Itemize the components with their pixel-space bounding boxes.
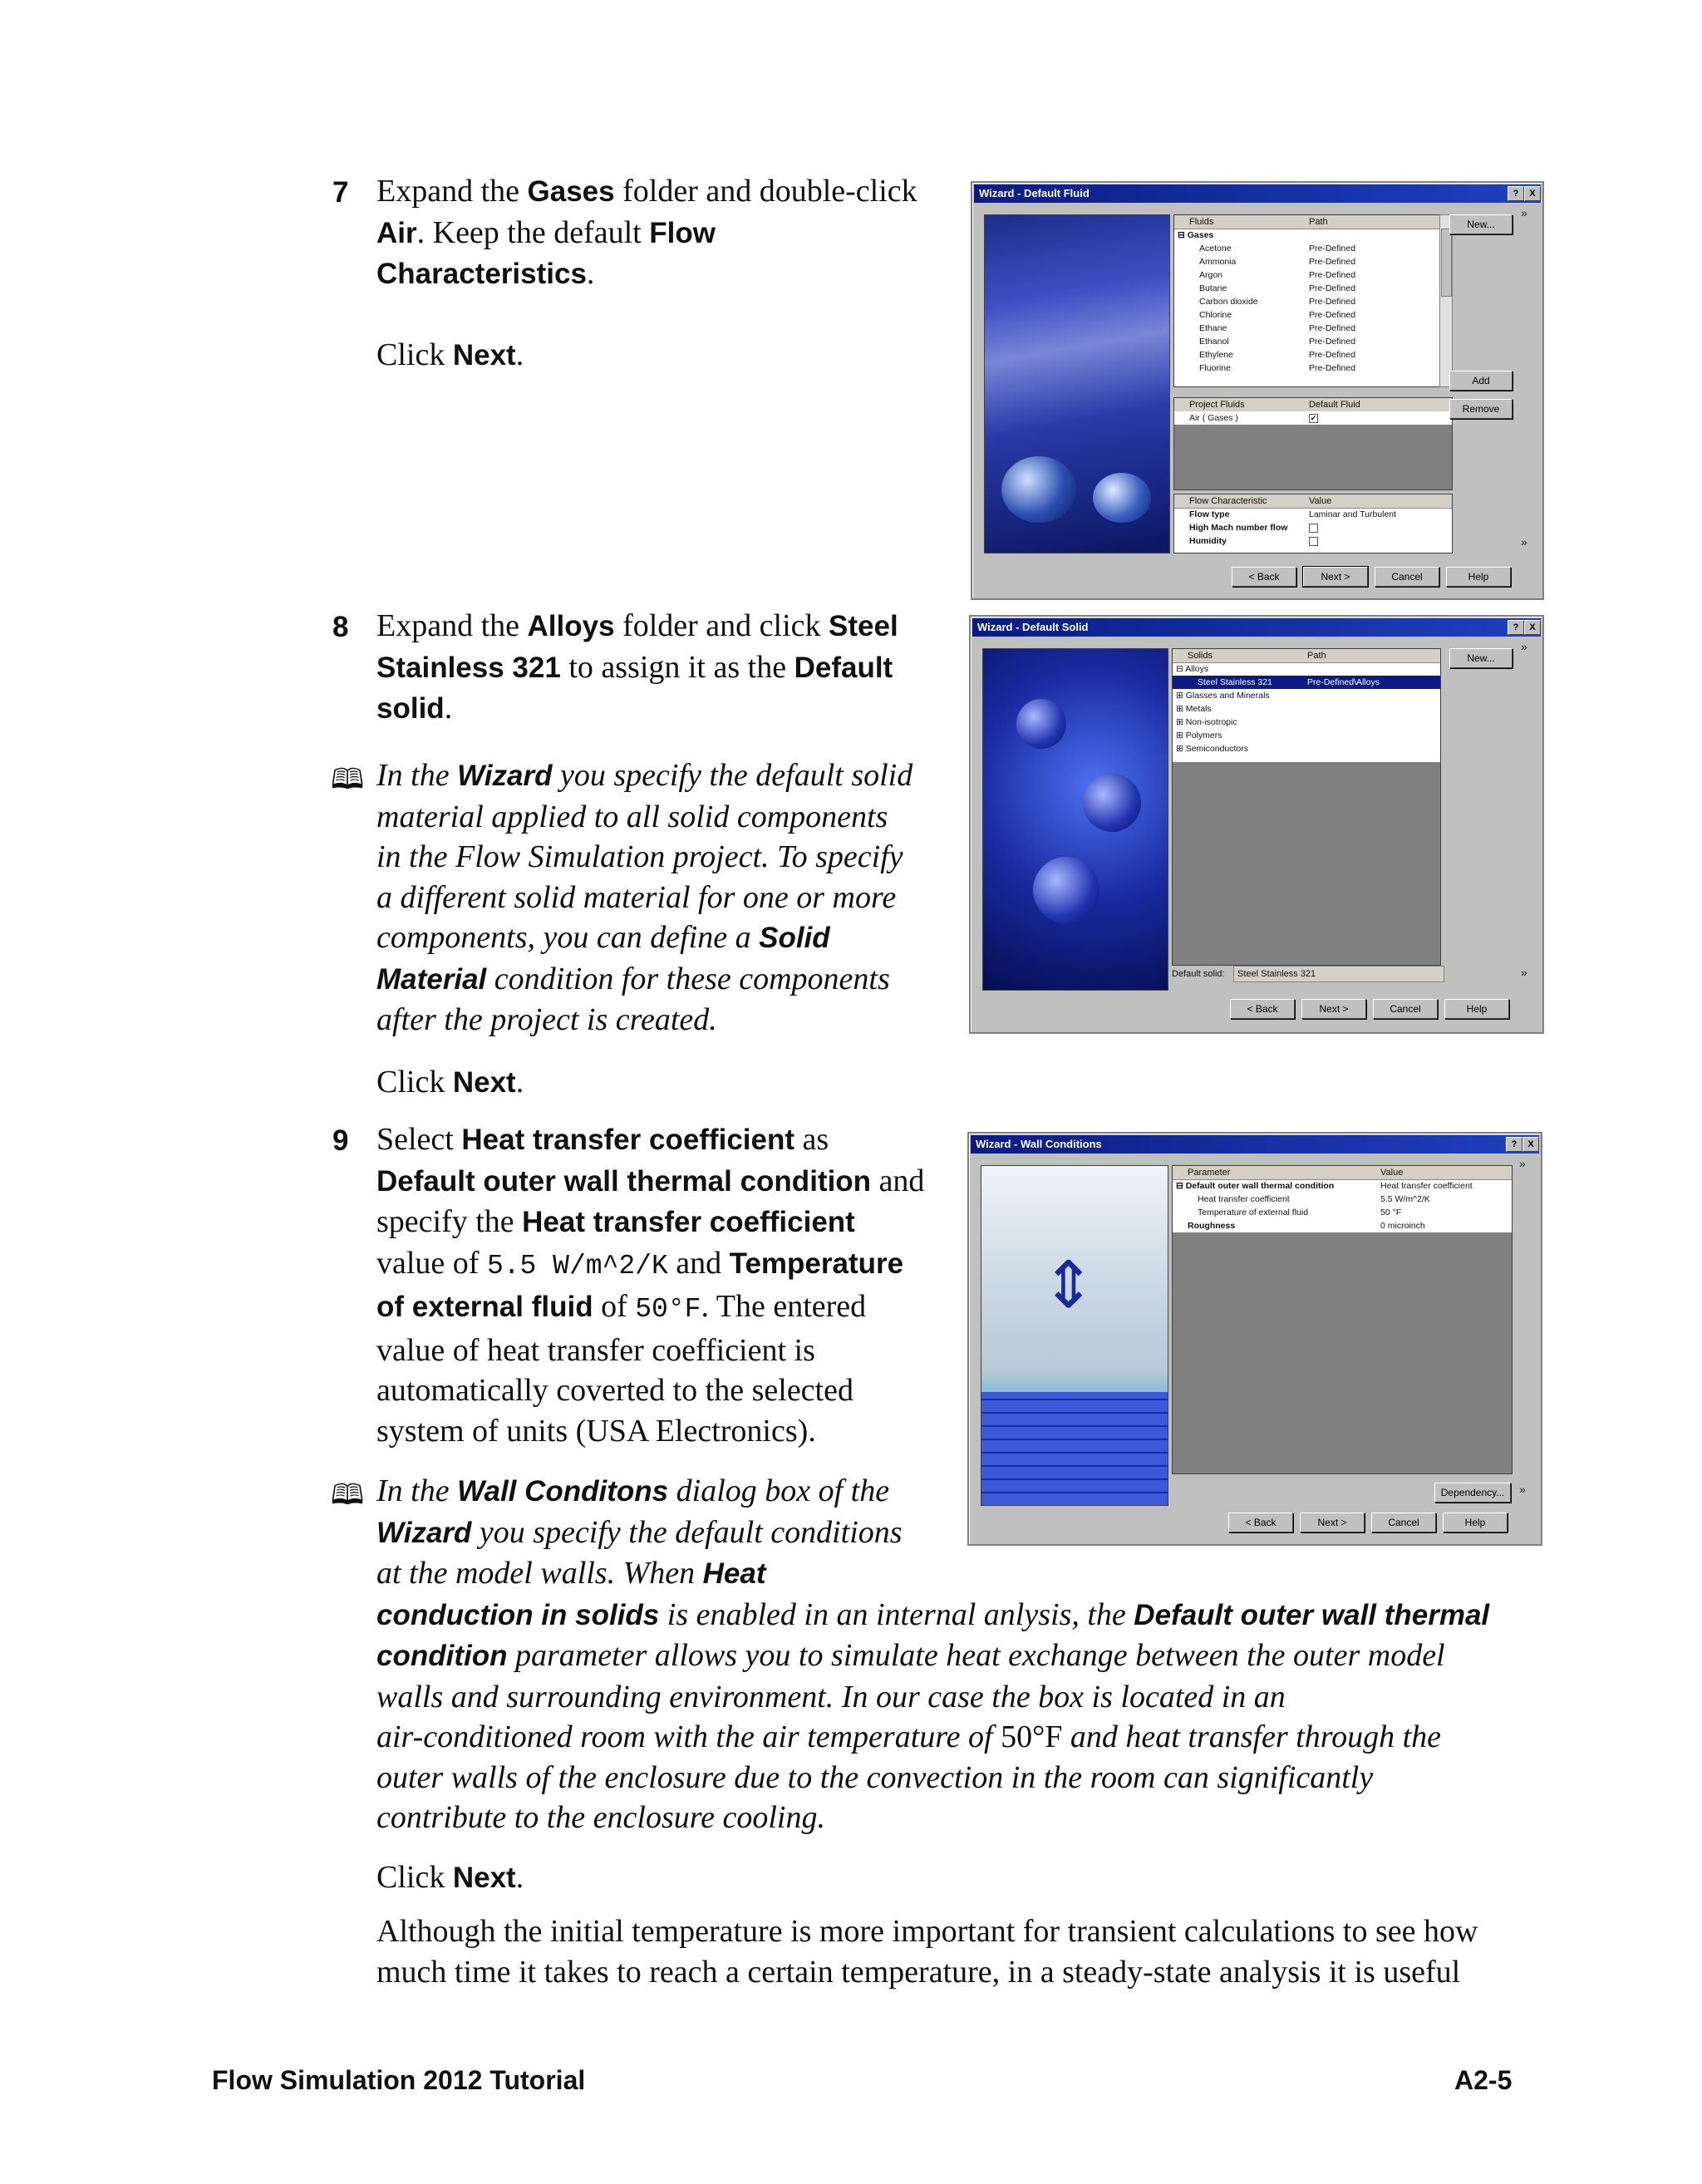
back-button[interactable]: < Back [1230, 999, 1295, 1019]
step7-text: Expand the Gases folder and double-click Air. Keep the default Flow Characteristics. Click Next. [376, 174, 917, 372]
solid-folder-label: Polymers [1185, 730, 1222, 740]
step9-text: Select Heat transfer coefficient as Default outer wall thermal condition and specify the Heat transfer coefficient value of 5.5 W/m^2/K and Temperature of external fluid of 50°F. The entered value of heat transfer coefficient is automatically coverted to the selected system of units (USA Electronics). [376, 1122, 925, 1449]
fluid-path: Pre-Defined [1309, 270, 1356, 280]
fluids-scrollbar[interactable] [1439, 214, 1453, 387]
scrollbar-thumb[interactable] [1441, 229, 1452, 297]
solid-folder-label: Metals [1185, 704, 1212, 714]
fluid-name: Chlorine [1199, 310, 1232, 320]
gases-folder[interactable]: ⊟ Gases [1178, 230, 1214, 240]
help-button[interactable]: ? [1508, 186, 1524, 201]
note-wall-conditions: In the Wall Conditons dialog box of the Wizard you specify the default conditions at the model walls. When Heat conduction in solids is enabled in an internal anlysis, the Default outer wall thermal condition parameter allows you to simulate heat exchange between the outer model walls and surrounding environment. In our case the box is located in an air-conditioned room with the air temperature of 50°F and heat transfer through the outer walls of the enclosure due to the convection in the room can significantly contribute to the enclosure cooling. [376, 1473, 1490, 1835]
solid-folder-label: Semiconductors [1185, 744, 1249, 754]
column-default-fluid: Default Fluid [1309, 400, 1360, 410]
chevron-right-icon[interactable]: » [1519, 1483, 1526, 1496]
external-fluid-temperature-label: Temperature of external fluid [1198, 1208, 1309, 1217]
chevron-right-icon[interactable]: » [1521, 206, 1527, 219]
remove-button[interactable]: Remove [1449, 399, 1513, 419]
dialog-title: Wizard - Wall Conditions [971, 1135, 1539, 1153]
book-icon: 🕮 [331, 1480, 365, 1511]
fluids-list[interactable] [1173, 214, 1441, 387]
expand-icon[interactable]: ⊞ [1176, 704, 1186, 714]
fluid-name: Argon [1199, 270, 1223, 280]
help-dialog-button[interactable]: Help [1444, 999, 1509, 1019]
fluid-path: Pre-Defined [1309, 310, 1356, 320]
new-button[interactable]: New... [1449, 648, 1513, 668]
new-button[interactable]: New... [1449, 214, 1513, 234]
solids-list-header [1173, 649, 1440, 663]
chevron-right-icon[interactable]: » [1521, 640, 1527, 653]
fluid-name: Acetone [1199, 243, 1232, 253]
solids-list[interactable] [1172, 648, 1441, 966]
flow-type-label: Flow type [1189, 509, 1230, 519]
fluid-row[interactable] [1174, 282, 1440, 295]
dependency-button[interactable]: Dependency... [1434, 1483, 1511, 1503]
close-button[interactable]: X [1524, 186, 1541, 201]
column-parameter: Parameter [1188, 1168, 1231, 1178]
help-dialog-button[interactable]: Help [1443, 1513, 1508, 1532]
fluid-name: Butane [1199, 283, 1227, 293]
paragraph-initial-temperature: Although the initial temperature is more important for transient calculations to see how much time it takes to reach a certain temperature, in a steady-state analysis it is useful [376, 1914, 1478, 1990]
parameter-rows [1173, 1166, 1512, 1232]
fluid-name: Ethanol [1199, 337, 1229, 347]
external-fluid-temperature-input[interactable]: 50 °F [1380, 1208, 1402, 1217]
fluid-path: Pre-Defined [1309, 337, 1356, 347]
flow-characteristics-table[interactable] [1173, 494, 1453, 553]
humidity-label: Humidity [1189, 536, 1227, 546]
default-solid-label: Default solid: [1172, 969, 1225, 979]
expand-icon[interactable]: ⊞ [1176, 691, 1186, 701]
droplet-image [1093, 473, 1151, 523]
expand-icon[interactable]: ⊞ [1176, 744, 1186, 754]
column-fluids[interactable]: Fluids [1189, 217, 1214, 227]
help-button[interactable]: ? [1508, 620, 1524, 635]
fluid-path: Pre-Defined [1309, 363, 1356, 373]
solid-folder[interactable] [1176, 729, 1222, 742]
heat-exchange-arrow-icon: ⇕ [1041, 1248, 1096, 1321]
help-button[interactable]: ? [1506, 1137, 1522, 1152]
step-number-8: 8 [332, 611, 349, 643]
molecule-image [1016, 699, 1066, 749]
solid-folder[interactable] [1176, 689, 1270, 702]
cancel-button[interactable]: Cancel [1371, 1513, 1436, 1532]
help-dialog-button[interactable]: Help [1446, 567, 1511, 587]
fluids-list-header [1174, 215, 1440, 229]
wizard-image [982, 648, 1168, 991]
solid-folder-label: Non-isotropic [1185, 717, 1237, 727]
molecule-image [1033, 857, 1099, 923]
book-icon: 🕮 [331, 765, 365, 795]
roughness-value[interactable]: 0 microinch [1380, 1221, 1425, 1231]
fluid-name: Fluorine [1199, 363, 1231, 373]
parameter-table[interactable] [1172, 1165, 1513, 1474]
fluid-row[interactable] [1174, 242, 1440, 255]
dialog-title: Wizard - Default Fluid [974, 184, 1541, 203]
default-solid-dialog [969, 615, 1544, 1034]
add-button[interactable]: Add [1449, 371, 1513, 391]
solid-folder[interactable] [1176, 702, 1212, 716]
fluid-row[interactable] [1174, 255, 1440, 268]
step-number-7: 7 [332, 176, 349, 209]
fluid-name: Ethylene [1199, 350, 1233, 360]
high-mach-label: High Mach number flow [1189, 523, 1288, 533]
fluid-row[interactable] [1174, 362, 1440, 375]
selected-solid-row[interactable]: Steel Stainless 321 Pre-Defined\Alloys [1173, 676, 1440, 689]
solid-folder[interactable] [1176, 716, 1237, 729]
project-fluids-list[interactable] [1173, 397, 1453, 490]
fluid-path: Pre-Defined [1309, 283, 1356, 293]
column-path[interactable]: Path [1309, 217, 1328, 227]
fluid-row[interactable] [1174, 335, 1440, 348]
flow-type-value[interactable]: Laminar and Turbulent [1309, 509, 1397, 519]
back-button[interactable]: < Back [1232, 567, 1296, 587]
close-button[interactable]: X [1524, 620, 1541, 635]
cancel-button[interactable]: Cancel [1375, 567, 1439, 587]
page-number: A2-5 [1454, 2065, 1513, 2095]
fluid-path: Pre-Defined [1309, 243, 1356, 253]
roughness-label: Roughness [1188, 1221, 1236, 1231]
back-button[interactable]: < Back [1228, 1513, 1293, 1532]
note-wizard: In the Wizard you specify the default solid material applied to all solid components in the Flow Simulation project. To specify a different solid material for one or more components, you can define a Solid Material condition for these components after the project is created. [376, 758, 913, 1037]
default-fluid-checkbox[interactable]: ✔ [1310, 414, 1317, 422]
fluid-row[interactable] [1174, 295, 1440, 308]
project-fluid-row[interactable]: Air ( Gases ) ✔ [1174, 411, 1452, 425]
next-button[interactable]: Next > [1301, 999, 1366, 1019]
fluid-path: Pre-Defined [1309, 350, 1356, 360]
chevron-right-icon[interactable]: » [1521, 966, 1527, 979]
chevron-right-icon[interactable]: » [1519, 1157, 1526, 1170]
expand-icon[interactable]: ⊞ [1176, 717, 1186, 727]
column-flow-characteristic: Flow Characteristic [1189, 496, 1267, 506]
molecule-image [1083, 774, 1141, 832]
fluid-row[interactable] [1174, 268, 1440, 282]
solids-tree [1173, 649, 1440, 762]
column-path[interactable]: Path [1307, 651, 1326, 661]
next-button[interactable]: Next > [1300, 1513, 1365, 1532]
column-value: Value [1309, 496, 1332, 506]
column-project-fluids: Project Fluids [1189, 400, 1245, 410]
project-fluids-header [1174, 398, 1452, 412]
default-outer-wall-row[interactable]: ⊟ Default outer wall thermal condition [1176, 1181, 1335, 1191]
dialog-title: Wizard - Default Solid [972, 618, 1541, 637]
close-button[interactable]: X [1522, 1137, 1539, 1152]
flow-characteristics-header [1174, 494, 1452, 509]
alloys-folder[interactable]: ⊟ Alloys [1176, 664, 1209, 674]
fluid-path: Pre-Defined [1309, 323, 1356, 333]
next-button[interactable]: Next > [1303, 567, 1368, 587]
fluid-path: Pre-Defined [1309, 257, 1356, 267]
fluid-row[interactable] [1174, 348, 1440, 362]
humidity-checkbox[interactable] [1309, 534, 1318, 548]
default-fluid-dialog [971, 181, 1544, 600]
footer-title: Flow Simulation 2012 Tutorial [212, 2065, 586, 2095]
wizard-image [981, 1165, 1168, 1506]
step8-text: Expand the Alloys folder and click Steel Stainless 321 to assign it as the Default solid. [376, 608, 898, 726]
default-outer-wall-value[interactable]: Heat transfer coefficient [1380, 1181, 1473, 1191]
heat-transfer-coefficient-label: Heat transfer coefficient [1198, 1194, 1290, 1204]
high-mach-checkbox[interactable] [1309, 521, 1318, 534]
solid-folder[interactable] [1176, 742, 1248, 755]
click-next-9: Click Next. [376, 1860, 524, 1895]
column-solids[interactable]: Solids [1188, 651, 1213, 661]
default-solid-field[interactable]: Steel Stainless 321 [1233, 966, 1444, 982]
fluid-name: Ethane [1199, 323, 1227, 333]
fluid-row[interactable] [1174, 308, 1440, 322]
fluid-name: Carbon dioxide [1199, 297, 1258, 307]
fluid-name: Ammonia [1199, 257, 1237, 267]
fluid-path: Pre-Defined [1309, 297, 1356, 307]
heat-transfer-coefficient-input[interactable]: 5.5 W/m^2/K [1380, 1194, 1430, 1204]
fluid-row[interactable] [1174, 322, 1440, 335]
column-value: Value [1380, 1168, 1404, 1178]
droplet-image [1001, 456, 1076, 523]
step-number-9: 9 [332, 1124, 349, 1157]
solid-folder-label: Glasses and Minerals [1185, 691, 1270, 701]
expand-icon[interactable]: ⊞ [1176, 730, 1186, 740]
cancel-button[interactable]: Cancel [1373, 999, 1438, 1019]
chevron-right-icon[interactable]: » [1521, 535, 1527, 548]
parameter-header [1173, 1166, 1512, 1180]
click-next-8: Click Next. [376, 1065, 524, 1099]
wizard-image [984, 214, 1170, 553]
